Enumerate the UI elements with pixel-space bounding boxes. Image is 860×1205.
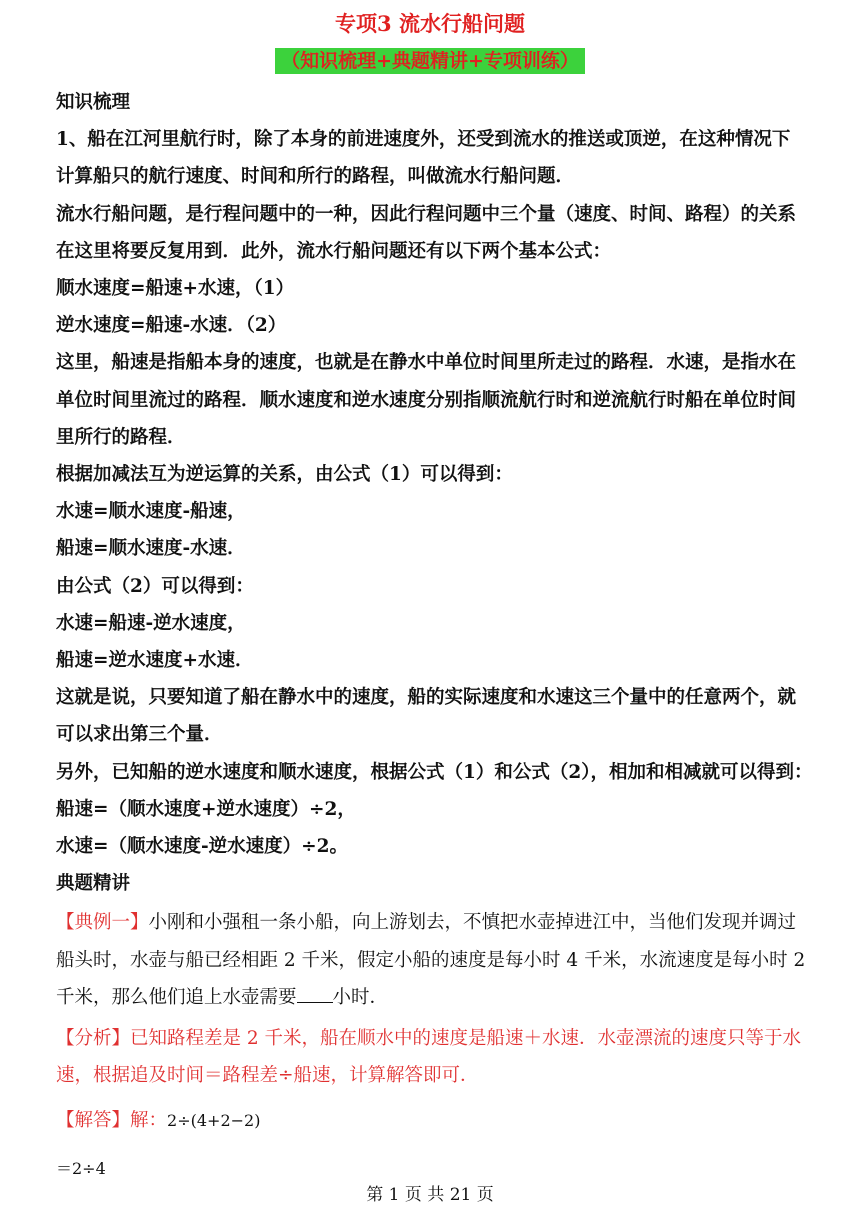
text-line: 由公式（2）可以得到： bbox=[56, 575, 254, 597]
analysis-line1 bbox=[56, 1020, 842, 1057]
text-line: 在这里将要反复用到．此外，流水行船问题还有以下两个基本公式： bbox=[56, 240, 612, 262]
text-line: 可以求出第三个量． bbox=[56, 724, 223, 746]
formula-line: 逆水速度=船速-水速．（2） bbox=[56, 315, 287, 337]
analysis-text: 已知路程差是 2 千米，船在顺水中的速度是船速＋水速．水壶漂流的速度只等于水 bbox=[130, 1028, 802, 1050]
example1-text-before-blank: 千米，那么他们追上水壶需要 bbox=[56, 986, 297, 1008]
example1-text: 小刚和小强租一条小船，向上游划去，不慎把水壶掉进江中，当他们发现并调过 bbox=[148, 912, 797, 934]
text-line: 里所行的路程． bbox=[56, 426, 186, 448]
example1-text-after-blank: 小时． bbox=[332, 986, 389, 1008]
formula-line: 水速=（顺水速度-逆水速度）÷2。 bbox=[56, 836, 349, 858]
text-line: 计算船只的航行速度、时间和所行的路程，叫做流水行船问题． bbox=[56, 166, 575, 188]
analysis-line2: 速，根据追及时间＝路程差÷船速，计算解答即可． bbox=[56, 1065, 479, 1087]
formula-line: 船速=逆水速度+水速． bbox=[56, 650, 254, 672]
answer-line bbox=[56, 1102, 842, 1139]
answer-expression-1: 2÷(4+2−2) bbox=[167, 1111, 261, 1131]
text-line: 根据加减法互为逆运算的关系，由公式（1）可以得到： bbox=[56, 464, 513, 486]
doc-subtitle: （知识梳理+典题精讲+专项训练） bbox=[275, 48, 585, 74]
page-footer: 第 1 页 共 21 页 bbox=[366, 1185, 494, 1205]
answer-blank bbox=[297, 982, 333, 1003]
formula-line: 水速=船速-逆水速度， bbox=[56, 612, 246, 634]
formula-line: 顺水速度=船速+水速，（1） bbox=[56, 278, 295, 300]
example1-line1 bbox=[56, 904, 842, 941]
text-line: 这就是说，只要知道了船在静水中的速度，船的实际速度和水速这三个量中的任意两个，就 bbox=[56, 687, 797, 709]
text-line: 这里，船速是指船本身的速度，也就是在静水中单位时间里所走过的路程．水速，是指水在 bbox=[56, 352, 797, 374]
text-line: 流水行船问题，是行程问题中的一种，因此行程问题中三个量（速度、时间、路程）的关系 bbox=[56, 203, 797, 225]
example1-tag: 【典例一】 bbox=[56, 912, 149, 934]
subtitle-wrap bbox=[0, 48, 860, 74]
section-heading-examples: 典题精讲 bbox=[56, 873, 131, 895]
answer-line-2 bbox=[56, 1150, 842, 1187]
text-line: 另外，已知船的逆水速度和顺水速度，根据公式（1）和公式（2），相加和相减就可以得到： bbox=[56, 761, 813, 783]
formula-line: 水速=顺水速度-船速， bbox=[56, 501, 246, 523]
example1-line2: 船头时，水壶与船已经相距 2 千米，假定小船的速度是每小时 4 千米，水流速度是每小时 2 bbox=[56, 949, 806, 971]
answer-expression-2: ＝2÷4 bbox=[56, 1158, 106, 1178]
text-line: 单位时间里流过的路程．顺水速度和逆水速度分别指顺流航行时和逆流航行时船在单位时间 bbox=[56, 389, 797, 411]
formula-line: 船速=（顺水速度+逆水速度）÷2， bbox=[56, 798, 356, 820]
example1-line3 bbox=[56, 979, 842, 1016]
answer-prefix: 解： bbox=[130, 1110, 168, 1132]
document-body bbox=[56, 84, 842, 1187]
doc-title: 专项3 流水行船问题 bbox=[335, 11, 525, 36]
section-heading-knowledge: 知识梳理 bbox=[56, 92, 131, 113]
answer-tag: 【解答】 bbox=[56, 1110, 131, 1132]
formula-line: 船速=顺水速度-水速． bbox=[56, 538, 246, 560]
analysis-tag: 【分析】 bbox=[56, 1028, 131, 1050]
text-line: 1、船在江河里航行时，除了本身的前进速度外，还受到流水的推送或顶逆，在这种情况下 bbox=[56, 129, 791, 151]
